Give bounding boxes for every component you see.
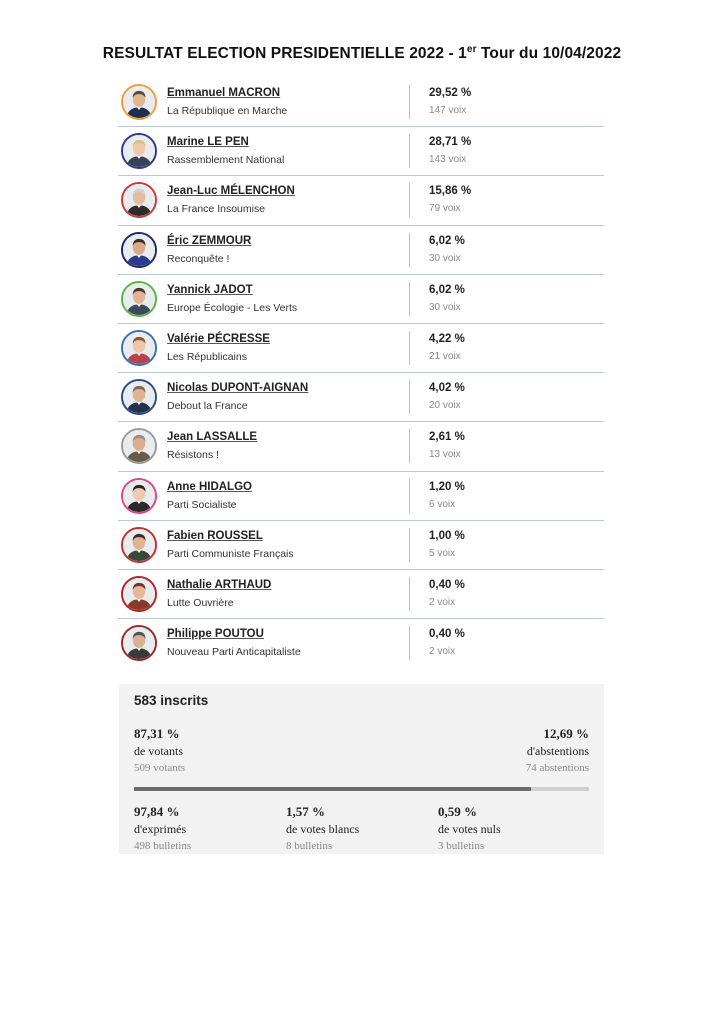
registered-count: 583 inscrits [134,693,209,708]
candidate-percent: 15,86 % [429,185,472,198]
candidate-row [118,324,604,373]
candidate-votes: 6 voix [429,498,456,510]
portrait-icon [123,480,155,512]
candidate-avatar [121,281,157,317]
candidate-party: La France Insoumise [167,203,266,216]
candidate-avatar [121,379,157,415]
candidate-party: La République en Marche [167,105,288,117]
portrait-icon [123,627,155,659]
candidate-votes: 2 voix [429,646,456,658]
expressed-count: 498 bulletins [134,840,192,852]
candidate-name-link[interactable]: Marine LE PEN [167,136,249,149]
candidate-name-link[interactable]: Emmanuel MACRON [167,87,281,99]
expressed-label: d'exprimés [134,822,187,836]
candidate-name-link[interactable]: Valérie PÉCRESSE [167,332,270,345]
turnout-bar-fill [134,787,531,791]
candidate-name-link[interactable]: Nathalie ARTHAUD [167,578,272,591]
turnout-label: de votants [134,744,183,758]
candidate-percent: 28,71 % [429,136,472,149]
participation-summary [119,684,604,854]
candidate-row [118,619,604,668]
null-percent: 0,59 % [438,804,477,819]
candidate-party: Debout la France [167,400,248,413]
null-count: 3 bulletins [438,840,485,852]
candidate-name-link[interactable]: Nicolas DUPONT-AIGNAN [167,382,309,395]
candidate-row [118,422,604,471]
candidate-party: Nouveau Parti Anticapitaliste [167,646,301,659]
column-divider [409,134,410,168]
candidate-votes: 13 voix [429,449,461,461]
candidate-percent: 4,22 % [429,332,465,345]
candidate-percent: 29,52 % [429,87,472,99]
candidate-name-link[interactable]: Philippe POUTOU [167,628,264,641]
column-divider [409,331,410,365]
candidate-percent: 6,02 % [429,283,465,296]
candidate-votes: 147 voix [429,105,467,116]
turnout-count: 509 votants [134,762,186,774]
candidate-row [118,472,604,521]
candidate-row [118,78,604,127]
candidate-party: Résistons ! [167,449,219,462]
turnout-percent: 87,31 % [134,726,180,741]
candidate-avatar [121,428,157,464]
portrait-icon [123,430,155,462]
candidate-party: Lutte Ouvrière [167,596,234,609]
candidate-party: Les Républicains [167,350,247,363]
portrait-icon [123,578,155,610]
candidate-votes: 2 voix [429,596,456,608]
candidate-avatar [121,576,157,612]
candidate-row [118,275,604,324]
candidate-percent: 1,20 % [429,480,465,493]
candidate-name-link[interactable]: Éric ZEMMOUR [167,234,252,247]
candidate-votes: 79 voix [429,203,461,215]
column-divider [409,233,410,267]
candidate-name-link[interactable]: Yannick JADOT [167,283,253,296]
candidate-row [118,521,604,570]
portrait-icon [123,86,155,118]
candidate-avatar [121,478,157,514]
candidate-row [118,226,604,275]
candidate-row [118,176,604,225]
candidate-avatar [121,330,157,366]
column-divider [409,626,410,660]
column-divider [409,429,410,463]
null-label: de votes nuls [438,822,501,836]
results-list [118,78,604,668]
portrait-icon [123,234,155,266]
expressed-percent: 97,84 % [134,804,180,819]
title-superscript: er [466,44,477,55]
abstention-label: d'abstentions [526,744,589,758]
candidate-votes: 30 voix [429,252,461,264]
column-divider [409,528,410,562]
candidate-row [118,373,604,422]
candidate-party: Reconquête ! [167,252,230,265]
candidate-votes: 30 voix [429,301,461,313]
candidate-row [118,570,604,619]
candidate-avatar [121,84,157,120]
turnout-bar [134,787,589,791]
candidate-row [118,127,604,176]
portrait-icon [123,332,155,364]
candidate-party: Parti Socialiste [167,498,237,511]
abstention-count: 74 abstentions [525,762,589,774]
portrait-icon [123,184,155,216]
portrait-icon [123,529,155,561]
candidate-name-link[interactable]: Jean-Luc MÉLENCHON [167,185,295,198]
portrait-icon [123,135,155,167]
candidate-name-link[interactable]: Jean LASSALLE [167,431,258,444]
portrait-icon [123,381,155,413]
portrait-icon [123,283,155,315]
column-divider [409,577,410,611]
column-divider [409,479,410,513]
candidate-avatar [121,625,157,661]
candidate-percent: 0,40 % [429,628,465,641]
candidate-party: Rassemblement National [167,154,285,167]
candidate-avatar [121,527,157,563]
blank-label: de votes blancs [286,822,360,836]
candidate-percent: 2,61 % [429,431,465,444]
candidate-percent: 0,40 % [429,578,465,591]
title-date: Tour du 10/04/2022 [476,45,622,62]
blank-count: 8 bulletins [286,840,333,852]
candidate-votes: 21 voix [429,350,461,362]
candidate-name-link[interactable]: Anne HIDALGO [167,480,252,493]
column-divider [409,183,410,217]
candidate-percent: 6,02 % [429,234,465,247]
column-divider [409,85,410,119]
candidate-party: Parti Communiste Français [167,547,294,560]
column-divider [409,380,410,414]
candidate-votes: 143 voix [429,154,467,166]
title-main: RESULTAT ELECTION PRESIDENTIELLE 2022 - 1 [102,45,467,62]
column-divider [409,282,410,316]
candidate-avatar [121,133,157,169]
candidate-party: Europe Écologie - Les Verts [167,301,298,314]
candidate-name-link[interactable]: Fabien ROUSSEL [167,529,263,542]
candidate-percent: 1,00 % [429,529,465,542]
candidate-votes: 20 voix [429,400,461,412]
candidate-votes: 5 voix [429,547,456,559]
candidate-avatar [121,232,157,268]
candidate-percent: 4,02 % [429,382,465,395]
candidate-avatar [121,182,157,218]
blank-percent: 1,57 % [286,804,325,819]
page-title [0,44,724,63]
abstention-percent: 12,69 % [543,726,589,741]
